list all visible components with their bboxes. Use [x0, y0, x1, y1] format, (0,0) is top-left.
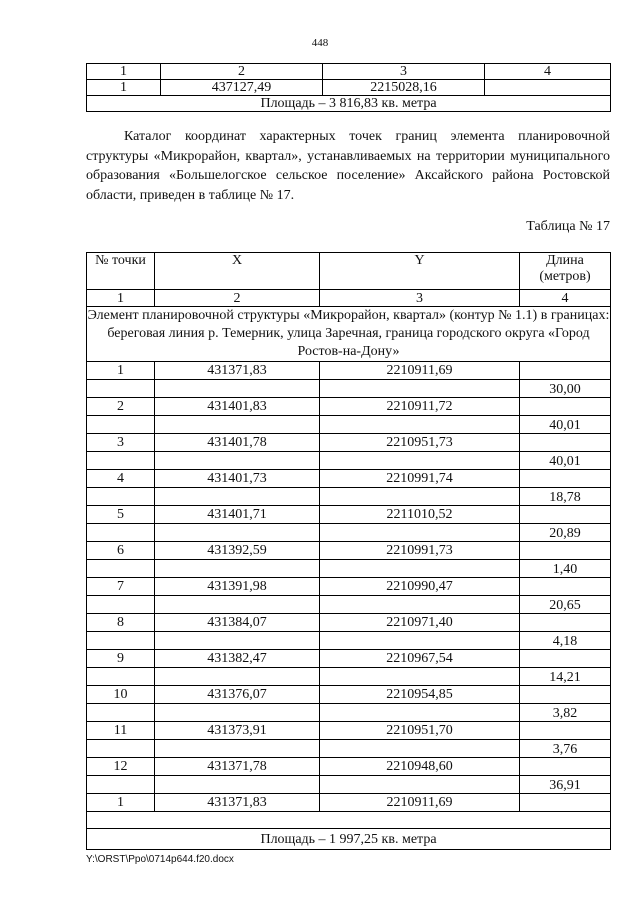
column-number-row — [87, 290, 611, 307]
x-coordinate-cell: 431384,07 — [155, 614, 320, 632]
segment-length-row — [87, 488, 611, 506]
length-cell — [520, 686, 611, 704]
empty-cell — [155, 524, 320, 542]
empty-cell — [320, 524, 520, 542]
column-number: 2 — [161, 64, 323, 80]
point-number-cell: 7 — [87, 578, 155, 596]
segment-length-cell: 3,82 — [520, 704, 611, 722]
point-number-cell: 10 — [87, 686, 155, 704]
y-coordinate-cell: 2210911,72 — [320, 398, 520, 416]
empty-cell — [87, 596, 155, 614]
empty-cell — [320, 740, 520, 758]
x-coordinate-cell: 431382,47 — [155, 650, 320, 668]
empty-cell — [320, 416, 520, 434]
y-coordinate-cell: 2210990,47 — [320, 578, 520, 596]
x-coordinate-cell: 431371,78 — [155, 758, 320, 776]
empty-cell — [320, 632, 520, 650]
segment-length-cell: 18,78 — [520, 488, 611, 506]
segment-length-cell: 3,76 — [520, 740, 611, 758]
segment-length-cell: 20,89 — [520, 524, 611, 542]
x-coordinate-cell: 431373,91 — [155, 722, 320, 740]
x-coordinate-cell: 431392,59 — [155, 542, 320, 560]
empty-cell — [155, 704, 320, 722]
segment-length-row — [87, 632, 611, 650]
column-number: 1 — [87, 290, 155, 307]
table-header-row — [87, 64, 611, 80]
segment-length-row — [87, 776, 611, 794]
table-row — [87, 362, 611, 380]
header-length: Длина (метров) — [520, 253, 611, 290]
table-row — [87, 542, 611, 560]
table-header-row — [87, 253, 611, 290]
table-row — [87, 650, 611, 668]
segment-length-cell: 14,21 — [520, 668, 611, 686]
top-coordinates-table — [86, 63, 611, 112]
empty-cell — [320, 380, 520, 398]
catalog-paragraph: Каталог координат характерных точек границ элемента планировочной структуры «Микрорайон, квартал», устанавливаемых на территории муниципального образования «Большелогское сельское поселение» Аксайского района Ростовской области, приведен в таблице № 17. — [86, 129, 610, 203]
table-row — [87, 434, 611, 452]
point-number-cell: 4 — [87, 470, 155, 488]
length-cell — [520, 470, 611, 488]
x-coordinate-cell: 431371,83 — [155, 362, 320, 380]
table-row — [87, 614, 611, 632]
empty-cell — [320, 596, 520, 614]
empty-cell — [87, 776, 155, 794]
segment-length-row — [87, 380, 611, 398]
table-row — [87, 758, 611, 776]
table-row — [87, 80, 611, 96]
length-cell — [520, 506, 611, 524]
segment-length-cell: 40,01 — [520, 416, 611, 434]
empty-cell — [87, 452, 155, 470]
empty-cell — [87, 380, 155, 398]
empty-cell — [87, 740, 155, 758]
segment-length-row — [87, 704, 611, 722]
empty-cell — [155, 668, 320, 686]
column-number: 4 — [520, 290, 611, 307]
empty-cell — [155, 488, 320, 506]
segment-length-row — [87, 740, 611, 758]
empty-cell — [320, 560, 520, 578]
y-coordinate-cell: 2210971,40 — [320, 614, 520, 632]
y-coordinate-cell: 2210911,69 — [320, 362, 520, 380]
length-cell — [520, 614, 611, 632]
empty-cell — [87, 704, 155, 722]
length-cell — [520, 722, 611, 740]
y-coordinate-cell: 2210951,70 — [320, 722, 520, 740]
empty-cell — [155, 632, 320, 650]
segment-length-cell: 4,18 — [520, 632, 611, 650]
length-cell — [520, 794, 611, 812]
empty-cell — [87, 560, 155, 578]
file-path-footer: Y:\ORST\Ppo\0714p644.f20.docx — [86, 854, 234, 865]
point-number-cell: 1 — [87, 80, 161, 96]
empty-cell — [87, 488, 155, 506]
segment-length-cell: 30,00 — [520, 380, 611, 398]
y-coordinate-cell: 2210991,73 — [320, 542, 520, 560]
empty-cell — [320, 776, 520, 794]
column-number: 1 — [87, 64, 161, 80]
empty-row — [87, 812, 611, 829]
point-number-cell: 8 — [87, 614, 155, 632]
empty-cell — [320, 452, 520, 470]
y-coordinate-cell: 2210948,60 — [320, 758, 520, 776]
point-number-cell: 9 — [87, 650, 155, 668]
x-coordinate-cell: 437127,49 — [161, 80, 323, 96]
length-cell — [520, 398, 611, 416]
empty-cell — [87, 416, 155, 434]
column-number: 2 — [155, 290, 320, 307]
header-y: Y — [320, 253, 520, 290]
empty-cell — [155, 452, 320, 470]
y-coordinate-cell: 2210911,69 — [320, 794, 520, 812]
segment-length-cell: 36,91 — [520, 776, 611, 794]
y-coordinate-cell: 2215028,16 — [323, 80, 485, 96]
table-row — [87, 506, 611, 524]
point-number-cell: 12 — [87, 758, 155, 776]
empty-cell — [87, 524, 155, 542]
segment-length-cell: 20,65 — [520, 596, 611, 614]
segment-length-cell: 40,01 — [520, 452, 611, 470]
segment-length-row — [87, 560, 611, 578]
empty-cell — [320, 668, 520, 686]
empty-cell — [155, 416, 320, 434]
length-cell — [520, 758, 611, 776]
segment-length-row — [87, 596, 611, 614]
column-number: 3 — [320, 290, 520, 307]
y-coordinate-cell: 2210967,54 — [320, 650, 520, 668]
point-number-cell: 1 — [87, 794, 155, 812]
header-point-number: № точки — [87, 253, 155, 290]
x-coordinate-cell: 431401,78 — [155, 434, 320, 452]
table-row — [87, 722, 611, 740]
empty-cell — [87, 632, 155, 650]
length-cell — [520, 542, 611, 560]
area-row — [87, 829, 611, 850]
x-coordinate-cell: 431401,73 — [155, 470, 320, 488]
page-number: 448 — [311, 37, 329, 49]
point-number-cell: 2 — [87, 398, 155, 416]
table-row — [87, 398, 611, 416]
point-number-cell: 3 — [87, 434, 155, 452]
section-title-row — [87, 307, 611, 362]
length-cell — [520, 434, 611, 452]
point-number-cell: 11 — [87, 722, 155, 740]
point-number-cell: 6 — [87, 542, 155, 560]
y-coordinate-cell: 2210954,85 — [320, 686, 520, 704]
empty-cell — [155, 776, 320, 794]
y-coordinate-cell: 2210991,74 — [320, 470, 520, 488]
point-number-cell: 1 — [87, 362, 155, 380]
x-coordinate-cell: 431376,07 — [155, 686, 320, 704]
segment-length-row — [87, 524, 611, 542]
table-row — [87, 470, 611, 488]
empty-cell — [155, 380, 320, 398]
length-cell — [485, 80, 611, 96]
section-title: Элемент планировочной структуры «Микрорайон, квартал» (контур № 1.1) в границах: береговая линия р. Темерник, улица Заречная, граница городского округа «Город Ростов-на-Дону» — [87, 307, 611, 362]
segment-length-cell: 1,40 — [520, 560, 611, 578]
x-coordinate-cell: 431401,83 — [155, 398, 320, 416]
y-coordinate-cell: 2211010,52 — [320, 506, 520, 524]
segment-length-row — [87, 668, 611, 686]
column-number: 3 — [323, 64, 485, 80]
empty-cell — [87, 812, 611, 829]
x-coordinate-cell: 431391,98 — [155, 578, 320, 596]
length-cell — [520, 578, 611, 596]
empty-cell — [155, 560, 320, 578]
table-row — [87, 578, 611, 596]
table-caption: Таблица № 17 — [526, 219, 610, 234]
area-cell: Площадь – 1 997,25 кв. метра — [87, 829, 611, 850]
coordinates-catalog-table — [86, 252, 611, 850]
area-row — [87, 96, 611, 112]
table-row — [87, 686, 611, 704]
x-coordinate-cell: 431371,83 — [155, 794, 320, 812]
header-x: X — [155, 253, 320, 290]
table-row — [87, 794, 611, 812]
segment-length-row — [87, 416, 611, 434]
empty-cell — [155, 596, 320, 614]
area-cell: Площадь – 3 816,83 кв. метра — [87, 96, 611, 112]
y-coordinate-cell: 2210951,73 — [320, 434, 520, 452]
x-coordinate-cell: 431401,71 — [155, 506, 320, 524]
empty-cell — [87, 668, 155, 686]
empty-cell — [320, 704, 520, 722]
empty-cell — [320, 488, 520, 506]
length-cell — [520, 362, 611, 380]
point-number-cell: 5 — [87, 506, 155, 524]
column-number: 4 — [485, 64, 611, 80]
length-cell — [520, 650, 611, 668]
empty-cell — [155, 740, 320, 758]
segment-length-row — [87, 452, 611, 470]
